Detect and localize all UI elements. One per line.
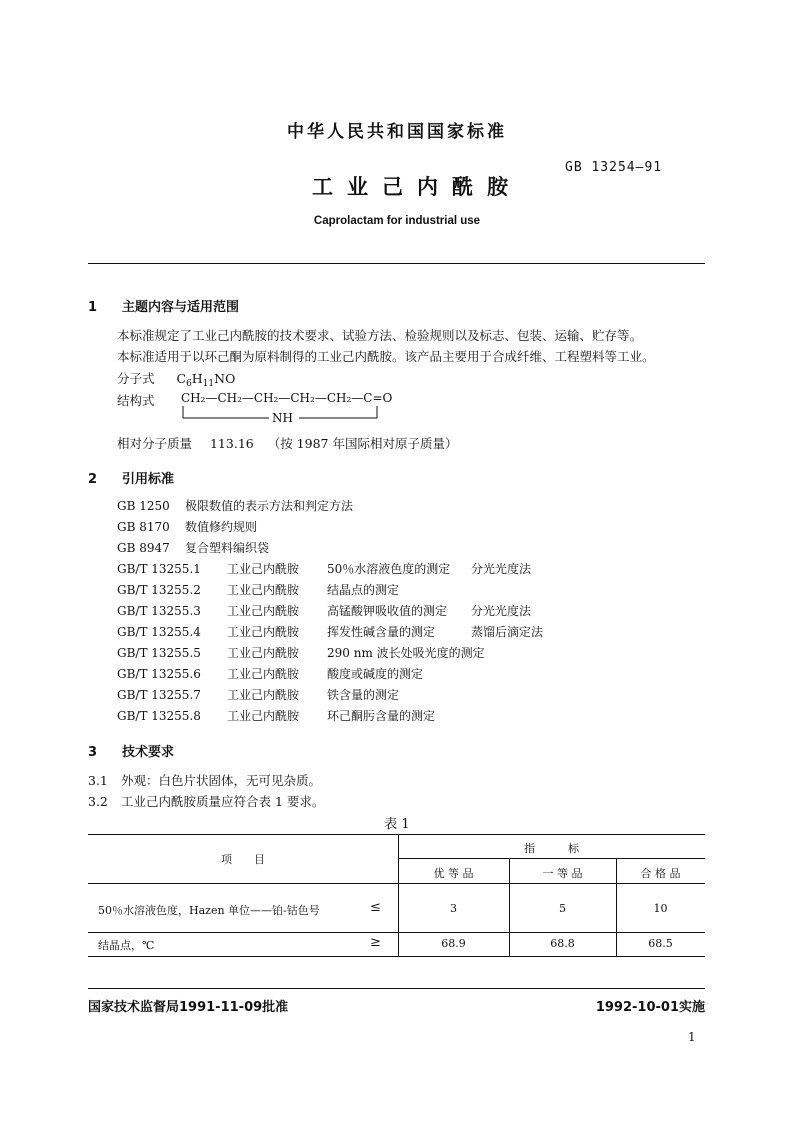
table-row-1-grade-3: 10 <box>653 902 668 915</box>
table-row-1-grade-1: 3 <box>450 902 457 915</box>
reference-code: GB/T 13255.6 <box>117 667 201 681</box>
reference-part: 高锰酸钾吸收值的测定 <box>327 604 448 618</box>
reference-part: 环己酮肟含量的测定 <box>327 709 436 723</box>
reference-method: 分光光度法 <box>471 604 532 618</box>
reference-method: 蒸馏后滴定法 <box>471 625 544 639</box>
reference-code: GB/T 13255.4 <box>117 625 201 639</box>
molecular-mass-line: 相对分子质量 113.16 （按 1987 年国际相对原子质量） <box>117 436 458 451</box>
clause-3-2: 3.2 工业己内酰胺质量应符合表 1 要求。 <box>88 794 325 809</box>
reference-name: 工业己内酰胺 <box>227 646 300 660</box>
table-row-2-grade-1: 68.9 <box>441 937 466 950</box>
reference-name: 极限数值的表示方法和判定方法 <box>185 499 354 513</box>
reference-part: 铁含量的测定 <box>327 688 400 702</box>
structure-label: 结构式 <box>117 393 155 408</box>
document-title: 工业己内酰胺 <box>312 175 522 199</box>
section-1-paragraph-2: 本标准适用于以环己酮为原料制得的工业己内酰胺。该产品主要用于合成纤维、工程塑料等工业。 <box>117 349 655 364</box>
table-top-rule <box>88 834 705 835</box>
section-1-paragraph-1: 本标准规定了工业己内酰胺的技术要求、试验方法、检验规则以及标志、包装、运输、贮存等。 <box>117 328 643 343</box>
clause-3-1: 3.1 外观：白色片状固体，无可见杂质。 <box>88 773 322 788</box>
table-header-mid-rule <box>398 858 705 859</box>
reference-part: 结晶点的测定 <box>327 583 400 597</box>
footer-rule <box>88 988 705 989</box>
molecular-formula: $C_6H_{11}NO$ <box>176 371 236 389</box>
structure-nh: NH <box>272 411 293 425</box>
reference-part: 50％水溶液色度的测定 <box>327 562 451 576</box>
approval-statement: 国家技术监督局1991-11-09批准 <box>88 1000 289 1015</box>
reference-name: 工业己内酰胺 <box>227 604 300 618</box>
reference-item <box>117 518 257 535</box>
section-2-heading: 2 引用标准 <box>88 472 175 487</box>
reference-code: GB/T 13255.8 <box>117 709 201 723</box>
reference-item <box>117 644 485 661</box>
reference-item <box>117 686 399 703</box>
table-header-grade-3: 合 格 品 <box>640 867 681 880</box>
reference-name: 工业己内酰胺 <box>227 625 300 639</box>
table-caption: 表 1 <box>384 817 410 832</box>
reference-name: 工业己内酰胺 <box>227 583 300 597</box>
reference-name: 数值修约规则 <box>185 520 258 534</box>
implementation-date: 1992-10-01实施 <box>595 1000 705 1015</box>
table-row-2-op: ≥ <box>370 935 381 950</box>
reference-item <box>117 623 543 640</box>
table-bottom-rule <box>88 956 705 957</box>
table-row-1-grade-2: 5 <box>559 902 566 915</box>
reference-code: GB/T 13255.5 <box>117 646 201 660</box>
standard-code: GB 13254—91 <box>565 160 663 175</box>
reference-code: GB 8170 <box>117 520 170 534</box>
national-standard-heading: 中华人民共和国国家标准 <box>287 122 507 142</box>
reference-item <box>117 497 353 514</box>
table-row-2-item: 结晶点，℃ <box>98 939 155 952</box>
section-1-heading: 1 主题内容与适用范围 <box>88 300 240 315</box>
table-header-grade-2: 一 等 品 <box>542 867 583 880</box>
table-row-rule <box>88 932 705 933</box>
table-row-2-grade-2: 68.8 <box>550 937 575 950</box>
reference-code: GB/T 13255.2 <box>117 583 201 597</box>
header-rule <box>88 263 705 264</box>
reference-item <box>117 602 531 619</box>
table-header-grade-1: 优 等 品 <box>433 867 474 880</box>
reference-code: GB 8947 <box>117 541 170 555</box>
reference-code: GB/T 13255.1 <box>117 562 201 576</box>
reference-code: GB/T 13255.7 <box>117 688 201 702</box>
reference-item <box>117 707 435 724</box>
table-header-item: 项 目 <box>221 853 265 866</box>
reference-item <box>117 539 269 556</box>
reference-part: 酸度或碱度的测定 <box>327 667 424 681</box>
reference-part: 290 nm 波长处吸光度的测定 <box>327 646 485 660</box>
reference-code: GB 1250 <box>117 499 170 513</box>
reference-name: 工业己内酰胺 <box>227 667 300 681</box>
reference-name: 工业己内酰胺 <box>227 709 300 723</box>
reference-name: 复合塑料编织袋 <box>185 541 270 555</box>
table-row-1-item: 50％水溶液色度，Hazen 单位——铂-钴色号 <box>98 904 320 917</box>
section-3-heading: 3 技术要求 <box>88 745 175 760</box>
table-row-2-grade-3: 68.5 <box>648 937 673 950</box>
table-header-index: 指 标 <box>524 842 579 855</box>
molecular-formula-line: 分子式 $C_6H_{11}NO$ <box>117 371 236 389</box>
page-number: 1 <box>688 1030 696 1044</box>
reference-code: GB/T 13255.3 <box>117 604 201 618</box>
reference-method: 分光光度法 <box>471 562 532 576</box>
reference-name: 工业己内酰胺 <box>227 688 300 702</box>
reference-item <box>117 560 531 577</box>
table-row-1-op: ≤ <box>370 900 381 915</box>
reference-item <box>117 581 399 598</box>
reference-part: 挥发性碱含量的测定 <box>327 625 436 639</box>
document-title-english: Caprolactam for industrial use <box>313 215 481 227</box>
table-header-bottom-rule <box>88 883 705 884</box>
reference-item <box>117 665 423 682</box>
reference-name: 工业己内酰胺 <box>227 562 300 576</box>
structure-chain: CH₂—CH₂—CH₂—CH₂—CH₂—C=O <box>181 391 393 405</box>
